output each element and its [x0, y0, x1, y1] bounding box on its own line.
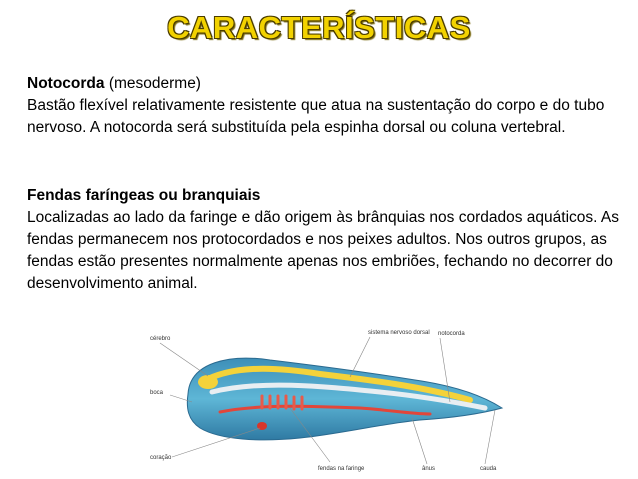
brain-shape	[198, 375, 218, 389]
notocorda-heading: Notocorda	[27, 75, 105, 92]
fendas-text: Localizadas ao lado da faringe e dão origem às brânquias nos cordados aquáticos. As fendas permanecem nos protocordados e nos peixes adultos. Nos outros grupos, as fendas estão presentes normalmente apenas nos embriões, fechando no decorrer do desenvolvimento animal.	[27, 209, 619, 292]
fendas-section	[27, 185, 627, 295]
fendas-heading: Fendas faríngeas ou branquiais	[27, 187, 261, 204]
label-sistema-nervoso: sistema nervoso dorsal	[368, 330, 430, 336]
label-fendas: fendas na faringe	[318, 466, 365, 472]
notocorda-note: (mesoderme)	[108, 75, 201, 92]
notocorda-section	[27, 73, 627, 139]
label-coracao: coração	[150, 455, 172, 461]
chordate-diagram	[150, 322, 510, 479]
label-anus: ânus	[422, 466, 436, 472]
notocorda-text: Bastão flexível relativamente resistente que atua na sustentação do corpo e do tubo nervoso. A notocorda será substituída pela espinha dorsal ou coluna vertebral.	[27, 97, 605, 136]
label-boca: boca	[150, 390, 164, 396]
label-cauda: cauda	[480, 466, 497, 472]
slide-title: CARACTERÍSTICAS	[167, 10, 471, 45]
label-notocorda: notocorda	[438, 331, 465, 337]
label-cerebro: cérebro	[150, 336, 171, 342]
